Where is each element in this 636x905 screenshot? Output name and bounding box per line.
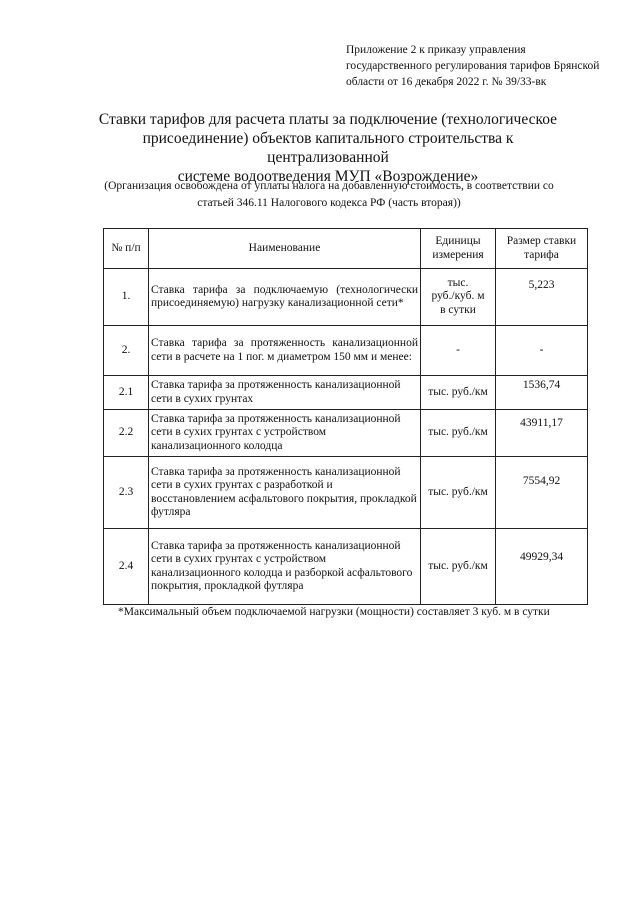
header-number: № п/п [104,229,149,269]
row-unit-line: в сутки [440,303,476,316]
table-row [104,326,588,376]
row-number: 2.2 [104,410,149,457]
row-unit: тыс. руб./км [421,376,496,410]
row-number: 1. [104,269,149,326]
row-value: 7554,92 [496,457,588,529]
table-row [104,410,588,457]
appendix-line: области от 16 декабря 2022 г. № 39/33-вк [346,76,547,88]
header-unit [421,229,496,269]
vat-note [90,178,568,212]
header-rate [496,229,588,269]
header-rate-line: Размер ставки [506,235,577,247]
row-name: Ставка тарифа за подключаемую (технологически присоединяемую) нагрузку канализационной сети* [149,269,421,326]
row-name: Ставка тарифа за протяженность канализационной сети в сухих грунтах с разработкой и восстановлением асфальтового покрытия, прокладкой футляра [149,457,421,529]
row-value: 1536,74 [496,376,588,410]
row-unit: - [421,326,496,376]
row-number: 2.3 [104,457,149,529]
appendix-line: государственного регулирования тарифов Брянской [346,60,600,72]
row-unit: тыс. руб./км [421,529,496,605]
header-unit-line: измерения [432,248,484,261]
row-value: 49929,34 [496,529,588,605]
header-unit-line: Единицы [435,235,481,247]
tariff-rates-table [103,228,588,605]
row-number: 2.1 [104,376,149,410]
appendix-reference [346,42,616,90]
row-value: 5,223 [496,269,588,326]
row-unit: тыс. руб./км [421,457,496,529]
row-value: - [496,326,588,376]
row-name: Ставка тарифа за протяженность канализационной сети в сухих грунтах [149,376,421,410]
row-number: 2. [104,326,149,376]
row-number: 2.4 [104,529,149,605]
table-row [104,457,588,529]
document-title [80,110,576,186]
title-line: Ставки тарифов для расчета платы за подключение (технологическое [98,111,558,128]
appendix-line: Приложение 2 к приказу управления [346,44,526,56]
row-name: Ставка тарифа за протяженность канализационной сети в сухих грунтах с устройством канализационного колодца [149,410,421,457]
row-unit: тыс. руб./км [421,410,496,457]
footnote: *Максимальный объем подключаемой нагрузки (мощности) составляет 3 куб. м в сутки [118,606,550,618]
note-line: статьей 346.11 Налогового кодекса РФ (часть вторая)) [197,197,461,209]
row-unit-line: тыс. [447,276,469,289]
table-header-row [104,229,588,269]
note-line: (Организация освобождена от уплаты налога на добавленную стоимость, в соответствии со [104,180,554,192]
header-rate-line: тарифа [524,248,559,261]
header-name: Наименование [149,229,421,269]
title-line: системе водоотведения МУП «Возрождение» [177,168,479,185]
title-line: присоединение) объектов капитального строительства к централизованной [142,130,514,166]
row-name: Ставка тарифа за протяженность канализационной сети в расчете на 1 пог. м диаметром 150 мм и менее: [149,326,421,376]
row-name: Ставка тарифа за протяженность канализационной сети в сухих грунтах с устройством канализационного колодца и разборкой асфальтового покрытия, прокладкой футляра [149,529,421,605]
table-row [104,529,588,605]
row-unit [421,269,496,326]
table-row [104,269,588,326]
row-value: 43911,17 [496,410,588,457]
row-unit-line: руб./куб. м [431,290,485,303]
table-row [104,376,588,410]
